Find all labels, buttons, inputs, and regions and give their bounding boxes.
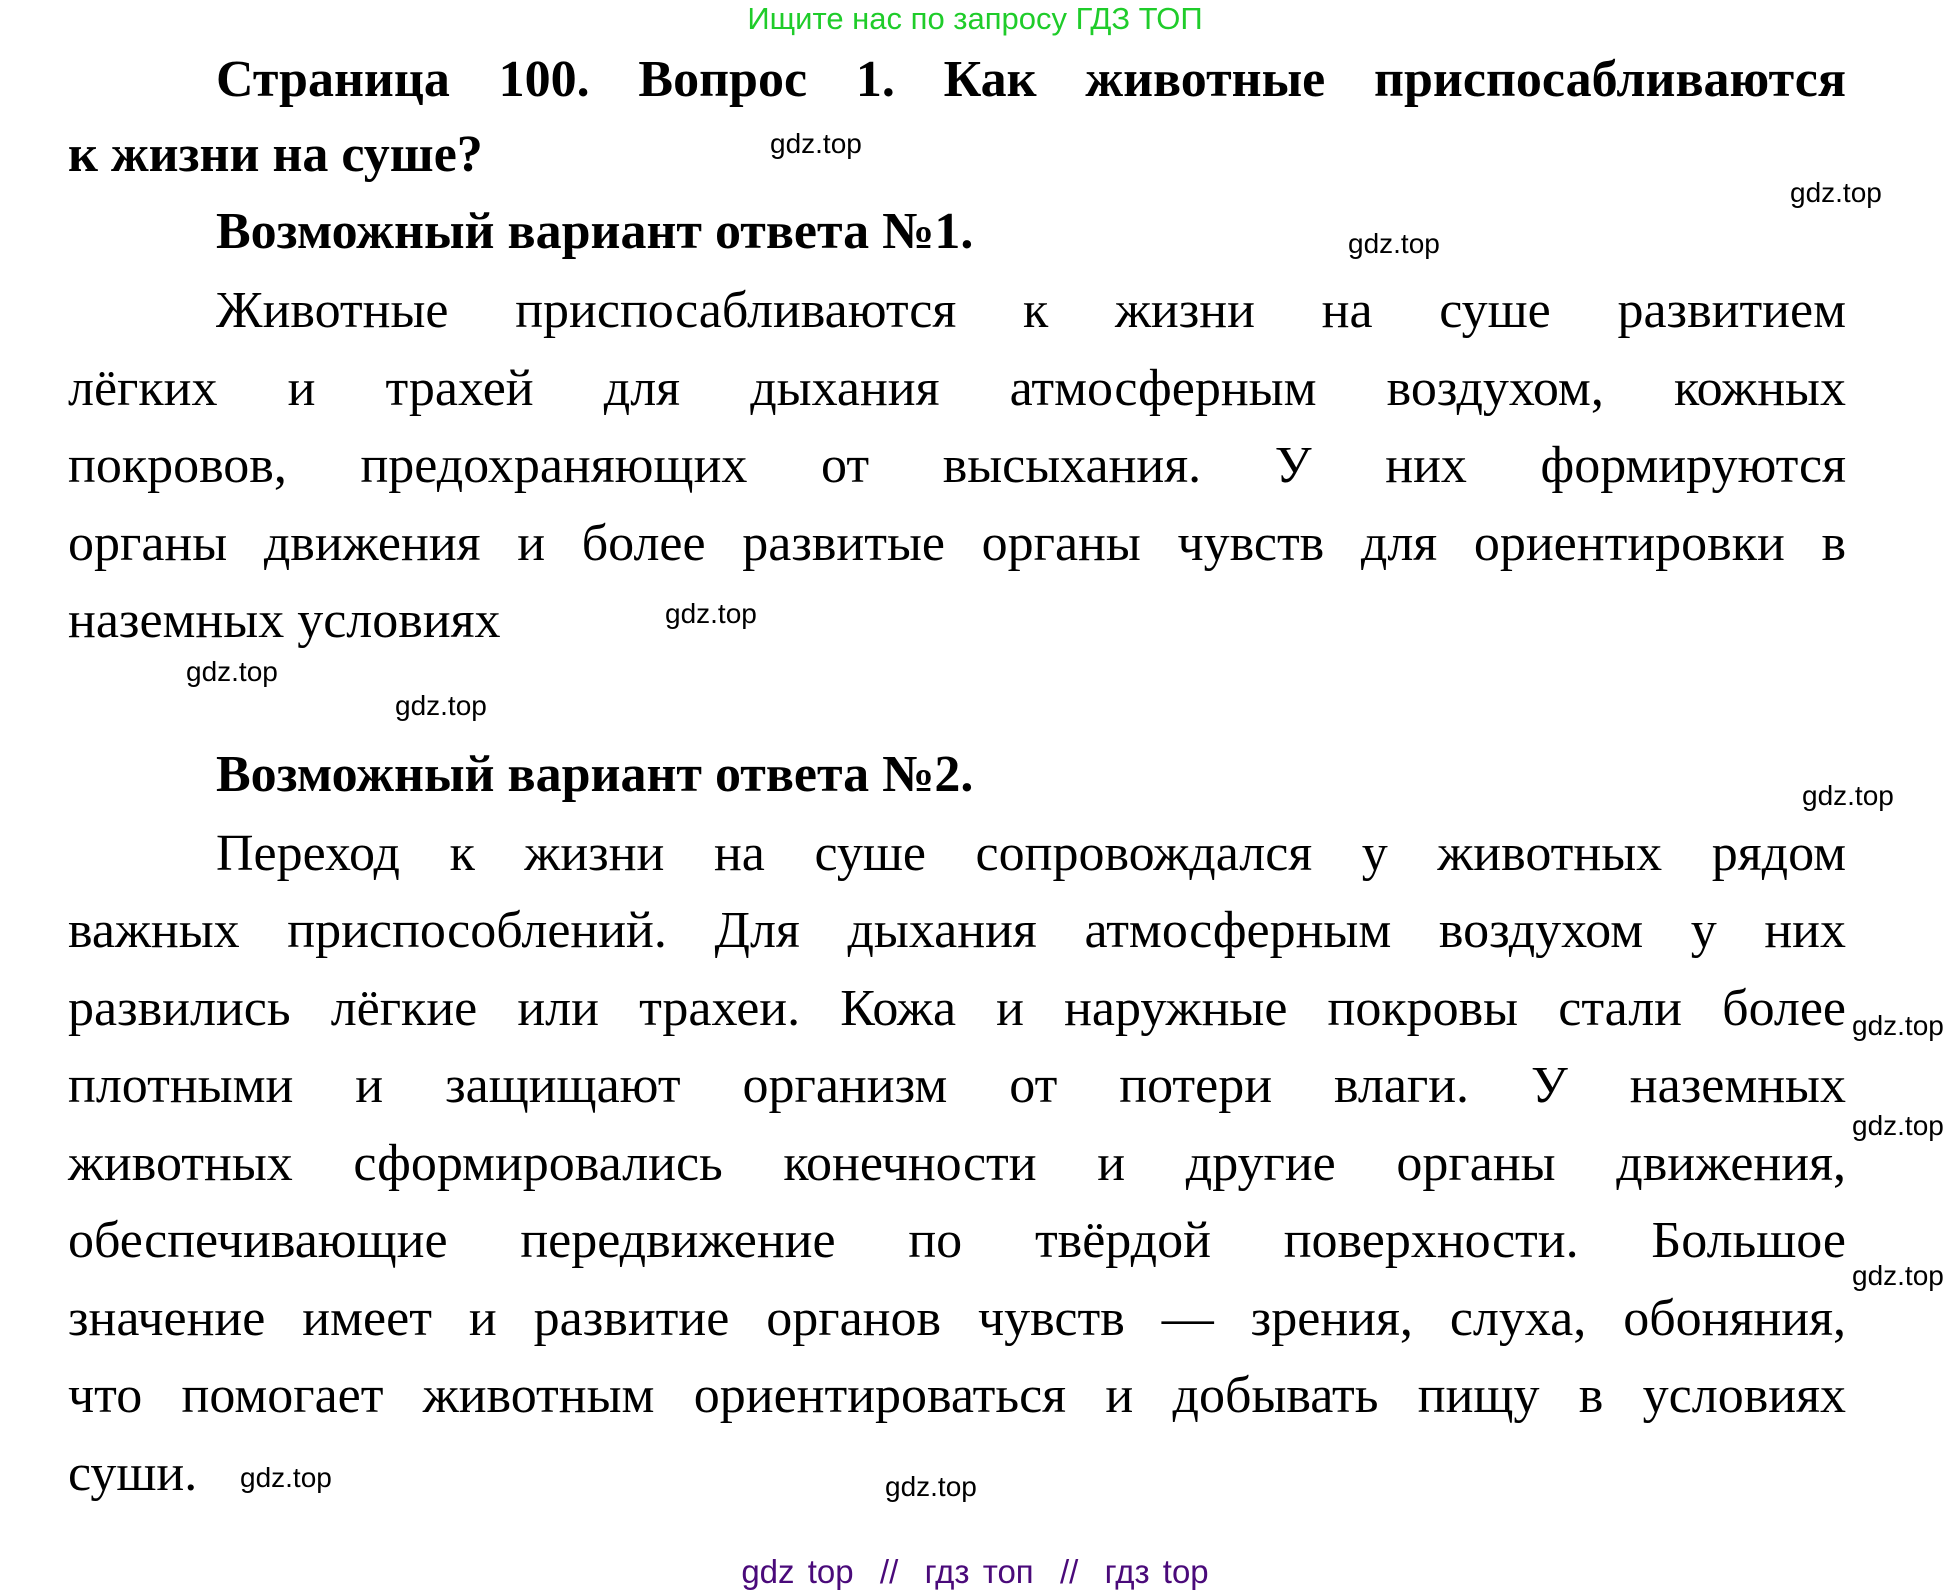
watermark: gdz.top (186, 656, 278, 687)
watermark: gdz.top (770, 128, 862, 159)
answer2-line: важных приспособлений. Для дыхания атмосферным воздухом у них (68, 902, 1846, 959)
answer2-line: плотными и защищают организм от потери влаги. У наземных (68, 1057, 1846, 1114)
search-banner: Ищите нас по запросу ГДЗ ТОП (747, 1, 1203, 36)
answer1-line: органы движения и более развитые органы чувств для ориентировки в (68, 515, 1846, 572)
watermark: gdz.top (1790, 177, 1882, 208)
page-title-line-1: Страница 100. Вопрос 1. Как животные приспосабливаются (216, 51, 1846, 108)
watermark: gdz.top (1852, 1010, 1944, 1041)
watermark: gdz.top (665, 598, 757, 629)
answer1-heading: Возможный вариант ответа №1. (216, 203, 974, 260)
watermark: gdz.top (240, 1462, 332, 1493)
watermark: gdz.top (1852, 1260, 1944, 1291)
page-title-line-2: к жизни на суше? (68, 126, 483, 183)
watermark: gdz.top (885, 1471, 977, 1502)
footer-watermark: gdz top // гдз топ // гдз top (741, 1553, 1209, 1590)
answer2-line: что помогает животным ориентироваться и добывать пищу в условиях (68, 1367, 1846, 1424)
answer1-line: покровов, предохраняющих от высыхания. У них формируются (68, 437, 1846, 494)
watermark: gdz.top (1802, 780, 1894, 811)
watermark: gdz.top (1852, 1110, 1944, 1141)
answer1-line: Животные приспосабливаются к жизни на суше развитием (216, 282, 1846, 339)
answer1-line: наземных условиях (68, 592, 501, 649)
answer2-line: суши. (68, 1445, 198, 1502)
answer2-line: значение имеет и развитие органов чувств — зрения, слуха, обоняния, (68, 1290, 1846, 1347)
answer2-line: обеспечивающие передвижение по твёрдой поверхности. Большое (68, 1212, 1846, 1269)
watermark: gdz.top (395, 690, 487, 721)
watermark: gdz.top (1348, 228, 1440, 259)
answer1-line: лёгких и трахей для дыхания атмосферным воздухом, кожных (68, 360, 1846, 417)
answer2-line: развились лёгкие или трахеи. Кожа и наружные покровы стали более (68, 980, 1846, 1037)
answer2-line: Переход к жизни на суше сопровождался у животных рядом (216, 825, 1846, 882)
answer2-heading: Возможный вариант ответа №2. (216, 746, 974, 803)
answer2-line: животных сформировались конечности и другие органы движения, (68, 1135, 1846, 1192)
